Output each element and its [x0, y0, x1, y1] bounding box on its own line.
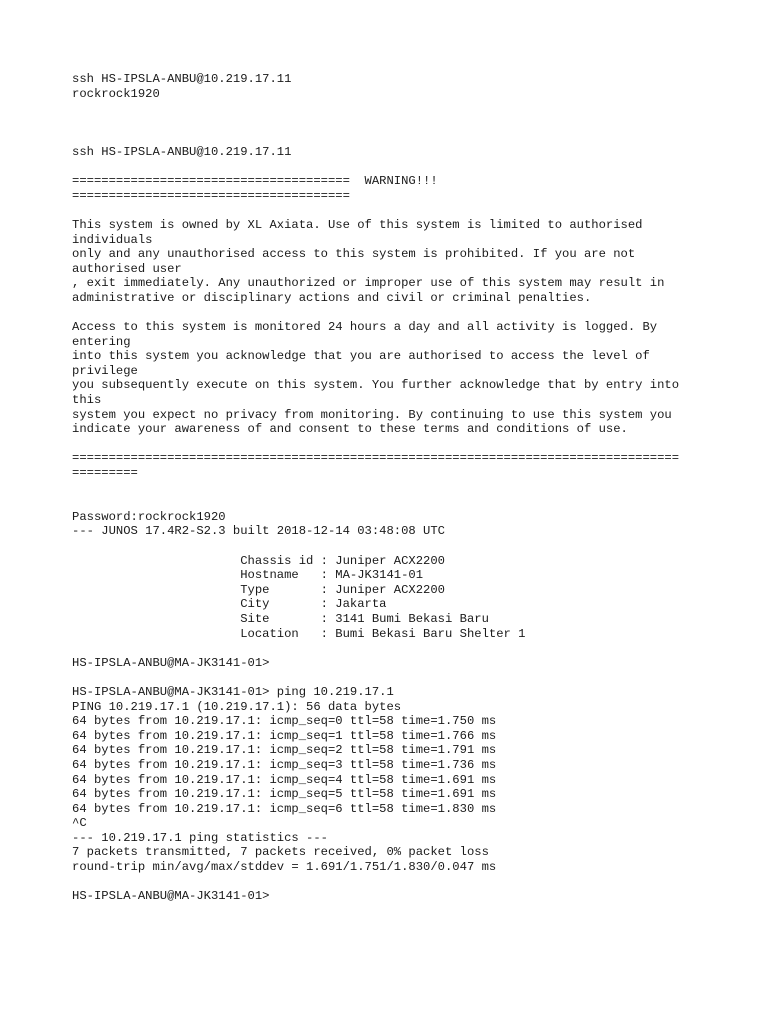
monitoring-text-line: entering [72, 334, 131, 349]
blank-line [72, 160, 712, 175]
monitoring-text-line: you subsequently execute on this system. You further acknowledge that by entry into [72, 378, 680, 393]
warning-banner-line: ====================================== [72, 188, 350, 203]
chassis-info-line: Hostname : MA-JK3141-01 [72, 568, 424, 583]
chassis-info-line: Location : Bumi Bekasi Baru Shelter 1 [72, 626, 526, 641]
ping-header-line: PING 10.219.17.1 (10.219.17.1): 56 data bytes [72, 699, 402, 714]
ssh-command-line: ssh HS-IPSLA-ANBU@10.219.17.11 [72, 72, 292, 86]
ping-command-line: HS-IPSLA-ANBU@MA-JK3141-01> ping 10.219.17.1 [72, 684, 394, 699]
ping-reply-line: 64 bytes from 10.219.17.1: icmp_seq=0 ttl=58 time=1.750 ms [72, 714, 497, 729]
chassis-info-line: Chassis id : Juniper ACX2200 [72, 553, 445, 568]
blank-line [72, 495, 712, 510]
blank-line [72, 306, 712, 321]
blank-line [72, 670, 712, 685]
ping-reply-line: 64 bytes from 10.219.17.1: icmp_seq=2 ttl=58 time=1.791 ms [72, 743, 497, 758]
ping-statistics-packets: 7 packets transmitted, 7 packets received, 0% packet loss [72, 845, 489, 860]
monitoring-text-line: this [72, 393, 102, 408]
blank-line [72, 481, 712, 496]
ping-statistics-roundtrip: round-trip min/avg/max/stddev = 1.691/1.751/1.830/0.047 ms [72, 860, 497, 875]
blank-line [72, 101, 712, 116]
monitoring-text-line: indicate your awareness of and consent to these terms and conditions of use. [72, 422, 628, 437]
password-line: Password:rockrock1920 [72, 509, 226, 524]
blank-line [72, 539, 712, 554]
blank-line [72, 130, 712, 145]
warning-text-line: individuals [72, 232, 153, 247]
warning-text-line: authorised user [72, 261, 182, 276]
chassis-info-line: Type : Juniper ACX2200 [72, 582, 445, 597]
interrupt-line: ^C [72, 816, 87, 831]
cli-prompt-line: HS-IPSLA-ANBU@MA-JK3141-01> [72, 655, 270, 670]
ping-statistics-header: --- 10.219.17.1 ping statistics --- [72, 830, 328, 845]
monitoring-text-line: Access to this system is monitored 24 hours a day and all activity is logged. By [72, 320, 658, 335]
monitoring-text-line: into this system you acknowledge that you are authorised to access the level of [72, 349, 650, 364]
blank-line [72, 437, 712, 452]
ping-reply-line: 64 bytes from 10.219.17.1: icmp_seq=6 ttl=58 time=1.830 ms [72, 801, 497, 816]
terminal-transcript [72, 72, 712, 904]
blank-line [72, 875, 712, 890]
blank-line [72, 641, 712, 656]
warning-banner-line: ====================================== WARNING!!! [72, 174, 438, 189]
ping-reply-line: 64 bytes from 10.219.17.1: icmp_seq=4 ttl=58 time=1.691 ms [72, 772, 497, 787]
blank-line [72, 116, 712, 131]
blank-line [72, 203, 712, 218]
warning-text-line: This system is owned by XL Axiata. Use of this system is limited to authorised [72, 217, 643, 232]
cli-prompt-line: HS-IPSLA-ANBU@MA-JK3141-01> [72, 889, 270, 904]
password-echo-line: rockrock1920 [72, 86, 160, 101]
warning-text-line: , exit immediately. Any unauthorized or improper use of this system may result in [72, 276, 665, 291]
chassis-info-line: City : Jakarta [72, 597, 387, 612]
ping-reply-line: 64 bytes from 10.219.17.1: icmp_seq=1 ttl=58 time=1.766 ms [72, 728, 497, 743]
ssh-command-line: ssh HS-IPSLA-ANBU@10.219.17.11 [72, 144, 292, 159]
junos-version-line: --- JUNOS 17.4R2-S2.3 built 2018-12-14 03:48:08 UTC [72, 524, 445, 539]
chassis-info-line: Site : 3141 Bumi Bekasi Baru [72, 611, 489, 626]
warning-text-line: administrative or disciplinary actions and civil or criminal penalties. [72, 290, 592, 305]
monitoring-text-line: system you expect no privacy from monitoring. By continuing to use this system you [72, 407, 672, 422]
ping-reply-line: 64 bytes from 10.219.17.1: icmp_seq=3 ttl=58 time=1.736 ms [72, 757, 497, 772]
monitoring-text-line: privilege [72, 363, 138, 378]
ping-reply-line: 64 bytes from 10.219.17.1: icmp_seq=5 ttl=58 time=1.691 ms [72, 787, 497, 802]
separator-line: ========= [72, 466, 138, 481]
warning-text-line: only and any unauthorised access to this system is prohibited. If you are not [72, 247, 636, 262]
separator-line: =================================================================================== [72, 451, 680, 466]
